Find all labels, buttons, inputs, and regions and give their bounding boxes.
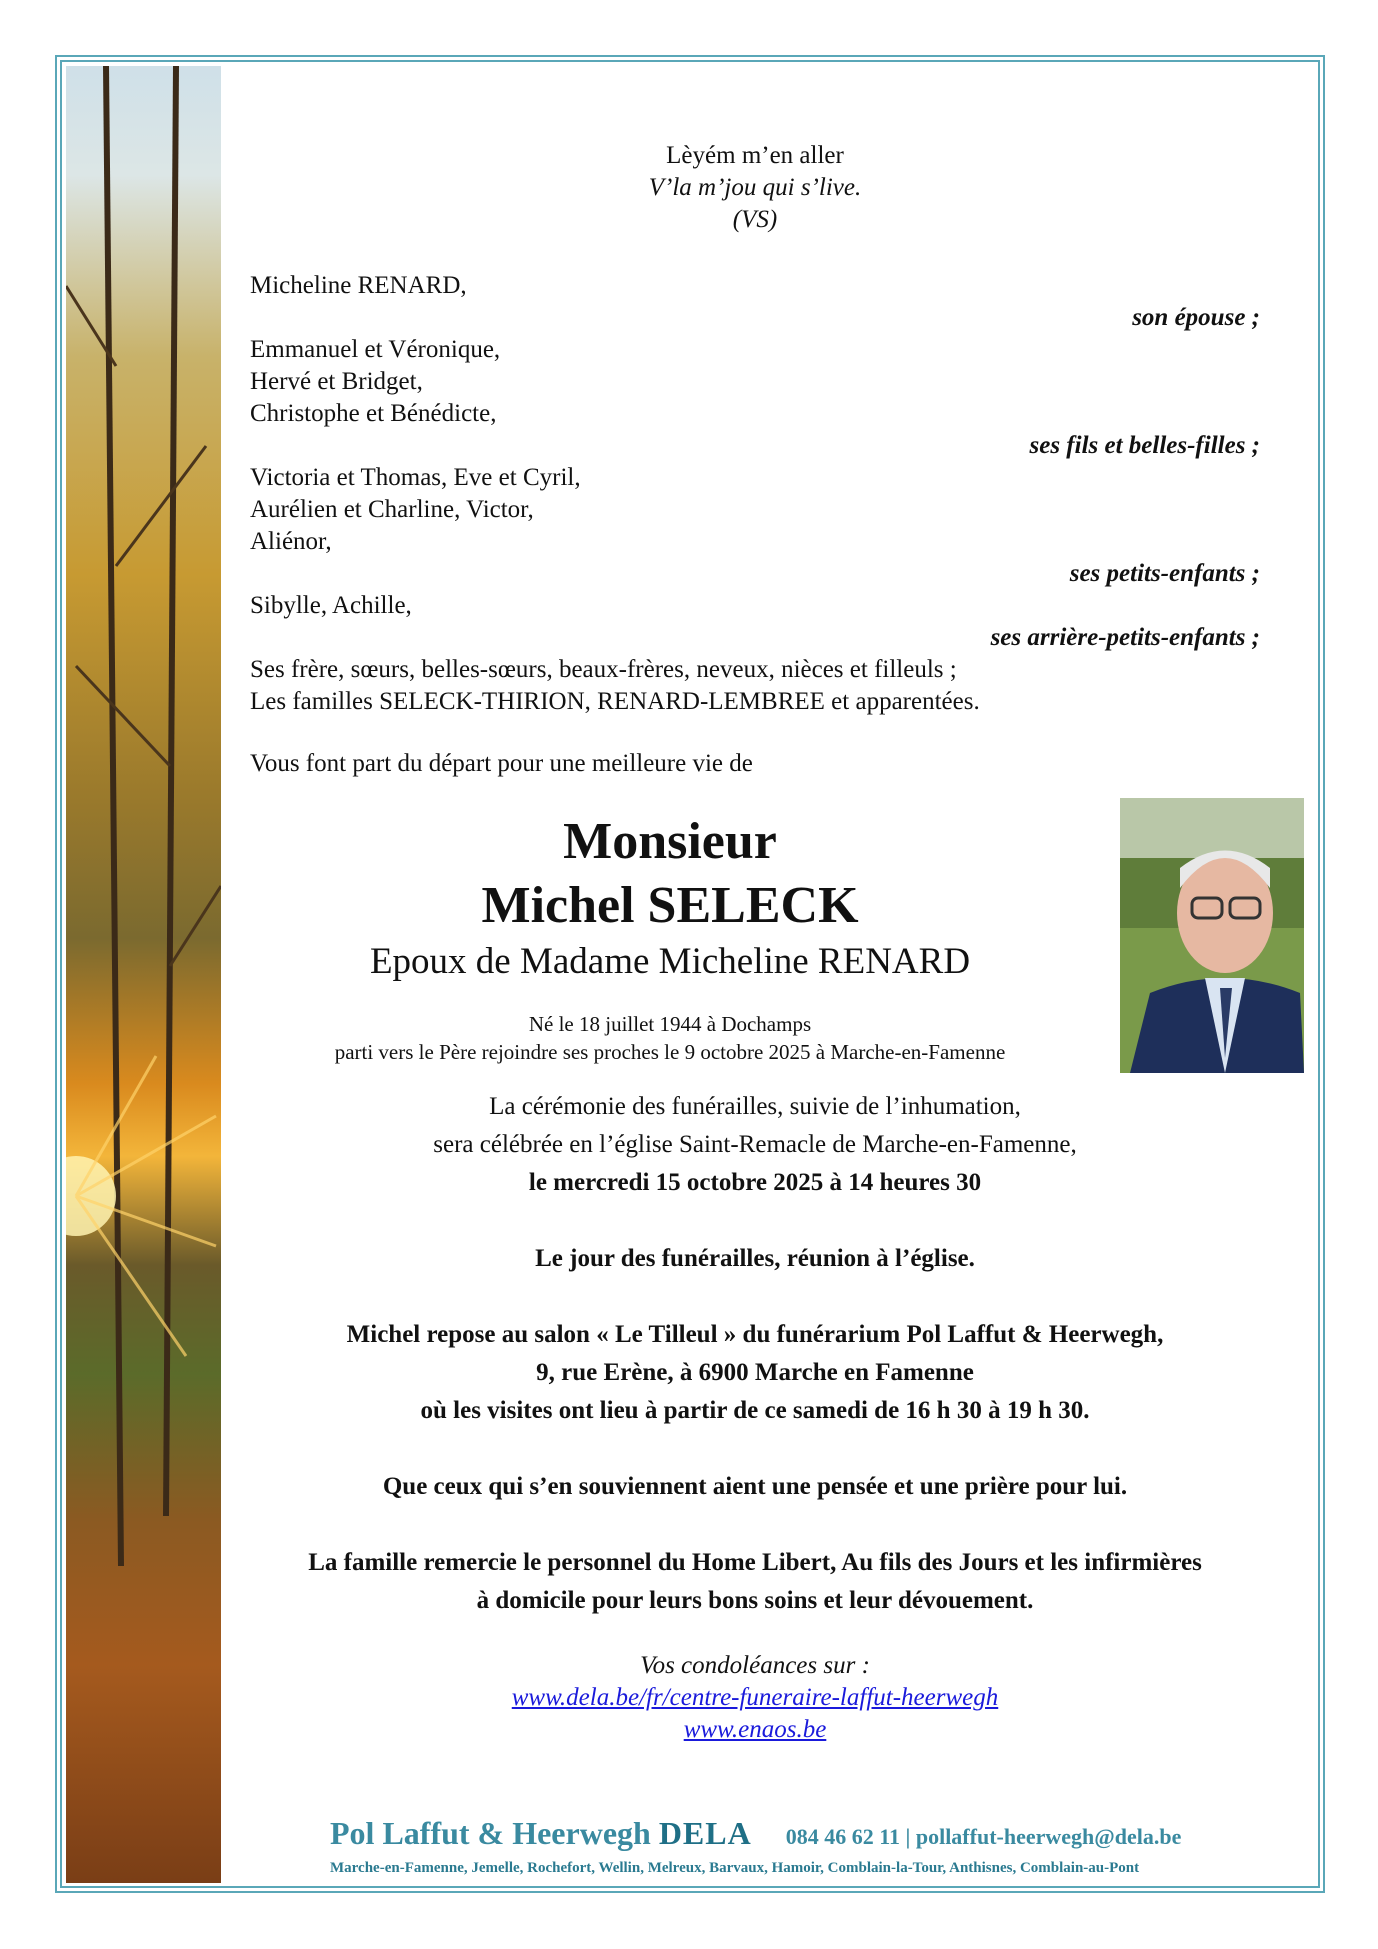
condolences-link-enaos[interactable]: www.enaos.be: [683, 1716, 827, 1743]
birth-line: Né le 18 juillet 1944 à Dochamps: [528, 1012, 812, 1036]
visit-line-2: 9, rue Erène, à 6900 Marche en Famenne: [536, 1359, 974, 1386]
contact-info: 084 46 62 11 | pollaffut-heerwegh@dela.be: [785, 1824, 1182, 1849]
autumn-forest-image: [66, 66, 221, 1883]
family-name: Aurélien et Charline, Victor,: [250, 496, 534, 523]
condolences-label: Vos condoléances sur :: [640, 1652, 870, 1679]
family-relation: ses petits-enfants ;: [1069, 560, 1260, 587]
dela-logo: DELA: [658, 1815, 752, 1851]
family-name: Hervé et Bridget,: [250, 368, 423, 395]
death-line: parti vers le Père rejoindre ses proches le 9 octobre 2025 à Marche-en-Famenne: [334, 1040, 1006, 1064]
relatives-line-2: Les familles SELECK-THIRION, RENARD-LEMBREE et apparentées.: [250, 688, 980, 715]
prayer-note: Que ceux qui s’en souviennent aient une pensée et une prière pour lui.: [382, 1473, 1128, 1500]
family-name: Micheline RENARD,: [250, 272, 467, 299]
family-name: Emmanuel et Véronique,: [250, 336, 501, 363]
ceremony-line-2: sera célébrée en l’église Saint-Remacle de Marche-en-Famenne,: [433, 1131, 1077, 1158]
announcement: Vous font part du départ pour une meilleure vie de: [250, 750, 753, 777]
condolences-link-dela[interactable]: www.dela.be/fr/centre-funeraire-laffut-heerwegh: [511, 1684, 999, 1711]
family-group-children: [250, 334, 1260, 462]
relatives-line-1: Ses frère, sœurs, belles-sœurs, beaux-frères, neveux, nièces et filleuls ;: [250, 656, 957, 683]
family-name: Sibylle, Achille,: [250, 592, 412, 619]
spouse-line: Epoux de Madame Micheline RENARD: [369, 941, 971, 982]
family-group-grandchildren: [250, 462, 1260, 590]
poem-line-2: V’la m’jou qui s’live.: [648, 174, 862, 201]
family-name: Victoria et Thomas, Eve et Cyril,: [250, 464, 581, 491]
visit-line-3: où les visites ont lieu à partir de ce samedi de 16 h 30 à 19 h 30.: [420, 1397, 1090, 1424]
family-group-great-grandchildren: [250, 590, 1260, 654]
deceased-name: Michel SELECK: [481, 877, 859, 934]
family-name: Aliénor,: [250, 528, 332, 555]
thanks-line-2: à domicile pour leurs bons soins et leur dévouement.: [476, 1587, 1034, 1614]
ceremony-line-1: La cérémonie des funérailles, suivie de l’inhumation,: [489, 1093, 1021, 1120]
obituary-body: [250, 140, 1260, 1746]
visit-line-1: Michel repose au salon « Le Tilleul » du funérarium Pol Laffut & Heerwegh,: [346, 1321, 1164, 1348]
ceremony-date: le mercredi 15 octobre 2025 à 14 heures 30: [528, 1169, 982, 1196]
thanks-line-1: La famille remercie le personnel du Home Libert, Au fils des Jours et les infirmières: [308, 1549, 1202, 1576]
family-group-spouse: [250, 270, 1260, 334]
locations-list: Marche-en-Famenne, Jemelle, Rochefort, Wellin, Melreux, Barvaux, Hamoir, Comblain-la-Tour, Anthisnes, Comblain-au-Pont: [330, 1860, 1140, 1876]
brand-text: Pol Laffut & Heerwegh: [330, 1815, 651, 1851]
honorific: Monsieur: [563, 813, 777, 870]
poem-line-3: (VS): [732, 206, 778, 233]
family-relation: son épouse ;: [1132, 304, 1260, 331]
funeral-home-footer: [330, 1815, 1230, 1877]
reunion-note: Le jour des funérailles, réunion à l’église.: [535, 1245, 975, 1272]
family-name: Christophe et Bénédicte,: [250, 400, 497, 427]
family-relation: ses fils et belles-filles ;: [1029, 432, 1260, 459]
brand-name: [330, 1815, 752, 1852]
family-relation: ses arrière-petits-enfants ;: [990, 624, 1260, 651]
poem: [250, 140, 1260, 236]
poem-line-1: Lèyém m’en aller: [666, 142, 844, 169]
